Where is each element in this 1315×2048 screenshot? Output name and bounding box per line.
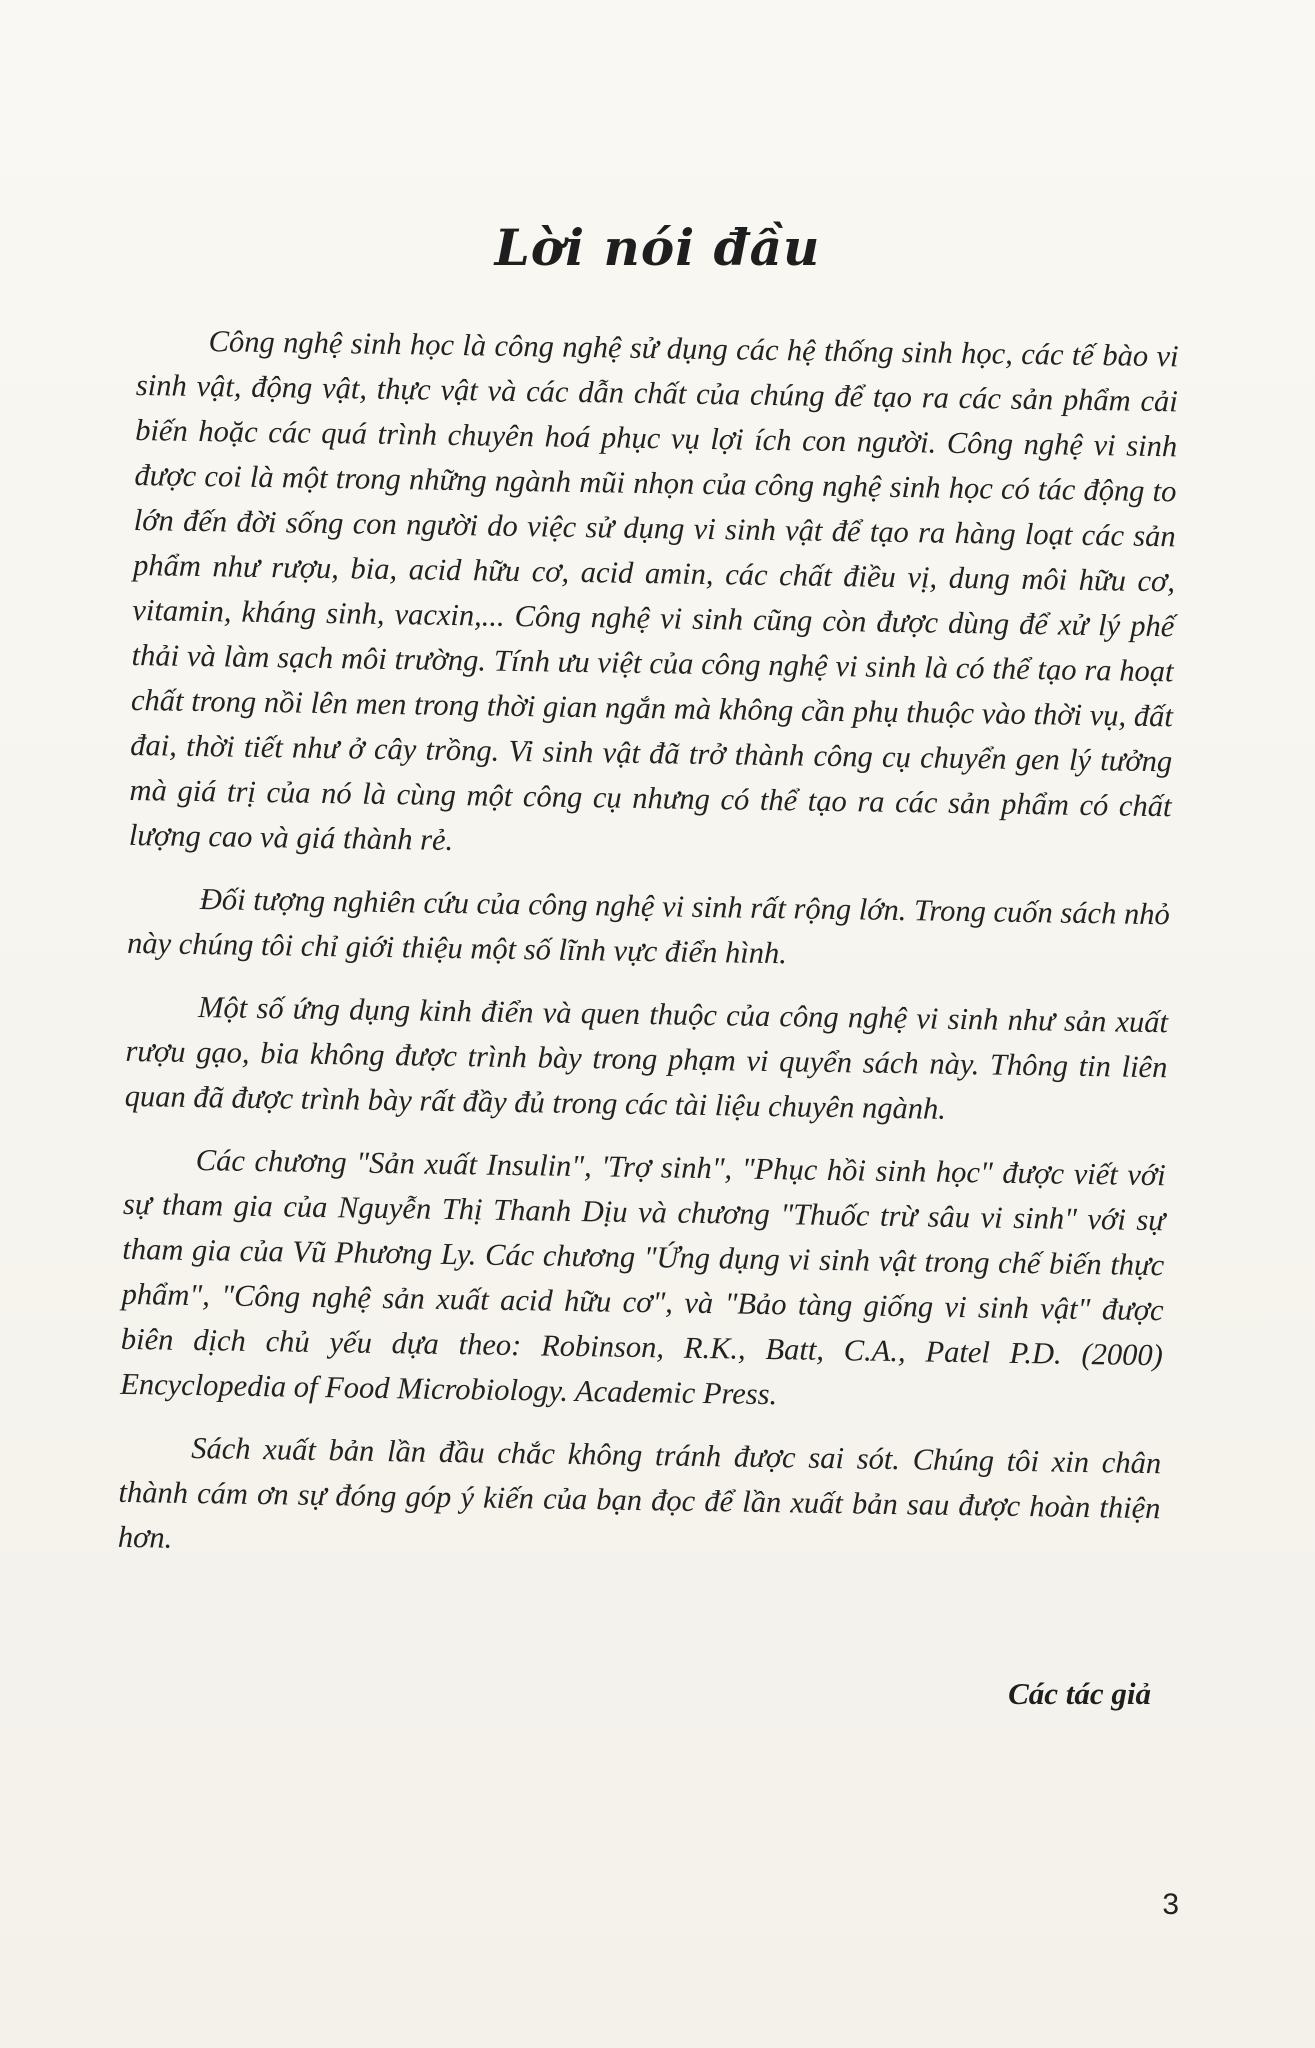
paragraph-3: Một số ứng dụng kinh điển và quen thuộc của công nghệ vi sinh như sản xuất rượu gạo, bia không được trình bày trong phạm vi quyển sách này. Thông tin liên quan đã được trình bày rất đầy đủ trong các tài liệu chuyên ngành. — [124, 990, 1169, 1126]
page-title: Lời nói đầu — [494, 218, 821, 277]
paragraph-5: Sách xuất bản lần đầu chắc không tránh được sai sót. Chúng tôi xin chân thành cám ơn sự đóng góp ý kiến của bạn đọc để lần xuất bản sau được hoàn thiện hơn. — [117, 1430, 1162, 1555]
preface-body — [117, 318, 1179, 1594]
paragraph-4: Các chương "Sản xuất Insulin", 'Trợ sinh", "Phục hồi sinh học" được viết với sự tham gia của Nguyễn Thị Thanh Dịu và chương "Thuốc trừ sâu vi sinh" với sự tham gia của Vũ Phương Ly. Các chương "Ứng dụng vi sinh vật trong chế biến thực phẩm", "Công nghệ sản xuất acid hữu cơ", và "Bảo tàng giống vi sinh vật" được biên dịch chủ yếu dựa theo: Robinson, R.K., Batt, C.A., Patel P.D. (2000) Encyclopedia of Food Microbiology. Academic Press. — [119, 1143, 1166, 1412]
page-number: 3 — [1162, 1888, 1179, 1921]
paragraph-1: Công nghệ sinh học là công nghệ sử dụng các hệ thống sinh học, các tế bào vi sinh vật, động vật, thực vật và các dẫn chất của chúng để tạo ra các sản phẩm cải biến hoặc các quá trình chuyên hoá phục vụ lợi ích con người. Công nghệ vi sinh được coi là một trong những ngành mũi nhọn của công nghệ sinh học có tác động to lớn đến đời sống con người do việc sử dụng vi sinh vật để tạo ra hàng loạt các sản phẩm như rượu, bia, acid hữu cơ, acid amin, các chất điều vị, dung môi hữu cơ, vitamin, kháng sinh, vacxin,... Công nghệ vi sinh cũng còn được dùng để xử lý phế thải và làm sạch môi trường. Tính ưu việt của công nghệ vi sinh là có thể tạo ra hoạt chất trong nồi lên men trong thời gian ngắn mà không cần phụ thuộc vào thời vụ, đất đai, thời tiết như ở cây trồng. Vi sinh vật đã trở thành công cụ chuyển gen lý tưởng mà giá trị của nó là cùng một công cụ nhưng có thể tạo ra các sản phẩm có chất lượng cao và giá thành rẻ. — [128, 324, 1179, 858]
author-signature: Các tác giả — [1008, 1676, 1151, 1711]
paragraph-2: Đối tượng nghiên cứu của công nghệ vi sinh rất rộng lớn. Trong cuốn sách nhỏ này chúng tôi chỉ giới thiệu một số lĩnh vực điển hình. — [126, 882, 1171, 971]
